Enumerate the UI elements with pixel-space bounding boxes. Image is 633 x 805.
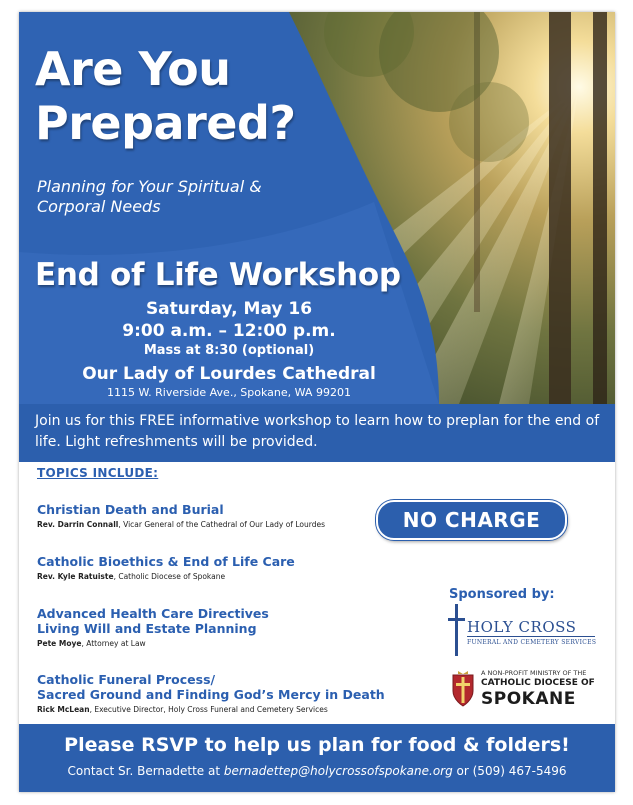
contact-separator: or [452, 764, 473, 778]
topic-title-line-2: Sacred Ground and Finding God’s Mercy in Death [37, 687, 385, 702]
topic-title: Catholic Bioethics & End of Life Care [37, 554, 295, 569]
diocese-name-line-1: CATHOLIC DIOCESE OF [481, 678, 595, 688]
topic-speaker [37, 572, 295, 582]
speaker-role: , Executive Director, Holy Cross Funeral and Cemetery Services [89, 705, 328, 714]
diocese-logo [449, 667, 609, 717]
topic-item [37, 554, 295, 582]
headline-line-2: Prepared? [35, 96, 296, 150]
speaker-name: Rev. Darrin Connall [37, 520, 119, 529]
contact-phone: (509) 467-5496 [472, 764, 567, 778]
rsvp-headline: Please RSVP to help us plan for food & folders! [64, 734, 570, 756]
speaker-name: Rick McLean [37, 705, 90, 714]
speaker-role: , Attorney at Law [81, 639, 146, 648]
rsvp-contact [19, 763, 615, 779]
diocese-crest-icon [449, 669, 477, 709]
flyer [19, 12, 615, 792]
speaker-name: Rev. Kyle Ratuiste [37, 572, 114, 581]
topic-speaker [37, 520, 325, 530]
holy-cross-name: HOLY CROSS [467, 618, 577, 636]
holy-cross-logo [447, 602, 597, 658]
hero-section [19, 12, 615, 404]
topics-heading: TOPICS INCLUDE: [37, 466, 159, 480]
no-charge-badge: NO CHARGE [376, 500, 567, 540]
mass-time: Mass at 8:30 (optional) [143, 343, 315, 358]
join-text: Join us for this FREE informative workshop to learn how to preplan for the end of life. Light refreshments will be provided. [35, 413, 600, 450]
event-time: 9:00 a.m. – 12:00 p.m. [122, 321, 336, 341]
contact-prefix: Contact Sr. Bernadette at [67, 764, 224, 778]
sponsored-by-label: Sponsored by: [449, 587, 555, 602]
topic-item [37, 606, 269, 649]
topic-speaker [37, 705, 385, 715]
topic-title: Advanced Health Care Directives [37, 606, 269, 621]
topic-title-line-2: Living Will and Estate Planning [37, 621, 257, 636]
speaker-role: , Vicar General of the Cathedral of Our Lady of Lourdes [118, 520, 325, 529]
join-banner [19, 404, 615, 462]
workshop-title: End of Life Workshop [35, 257, 401, 293]
subtitle-line-1: Planning for Your Spiritual & [37, 177, 262, 196]
topic-speaker [37, 639, 269, 649]
event-date: Saturday, May 16 [145, 299, 313, 319]
logo-divider [467, 636, 595, 637]
speaker-role: , Catholic Diocese of Spokane [113, 572, 226, 581]
contact-email-link[interactable]: bernadettep@holycrossofspokane.org [223, 764, 453, 778]
topic-title: Catholic Funeral Process/ [37, 672, 216, 687]
topic-item [37, 502, 325, 530]
headline-line-1: Are You [35, 42, 231, 96]
venue-name: Our Lady of Lourdes Cathedral [82, 364, 376, 384]
rsvp-banner [19, 724, 615, 792]
topic-title: Christian Death and Burial [37, 502, 224, 517]
diocese-tagline: A NON-PROFIT MINISTRY OF THE [481, 669, 587, 677]
subtitle [37, 177, 262, 217]
topic-item [37, 672, 385, 715]
diocese-name-line-2: SPOKANE [481, 689, 576, 709]
cross-icon [447, 602, 467, 658]
venue-address: 1115 W. Riverside Ave., Spokane, WA 99201 [107, 386, 351, 399]
holy-cross-subtitle: FUNERAL AND CEMETERY SERVICES [467, 639, 597, 646]
subtitle-line-2: Corporal Needs [37, 197, 161, 216]
speaker-name: Pete Moye [37, 639, 82, 648]
